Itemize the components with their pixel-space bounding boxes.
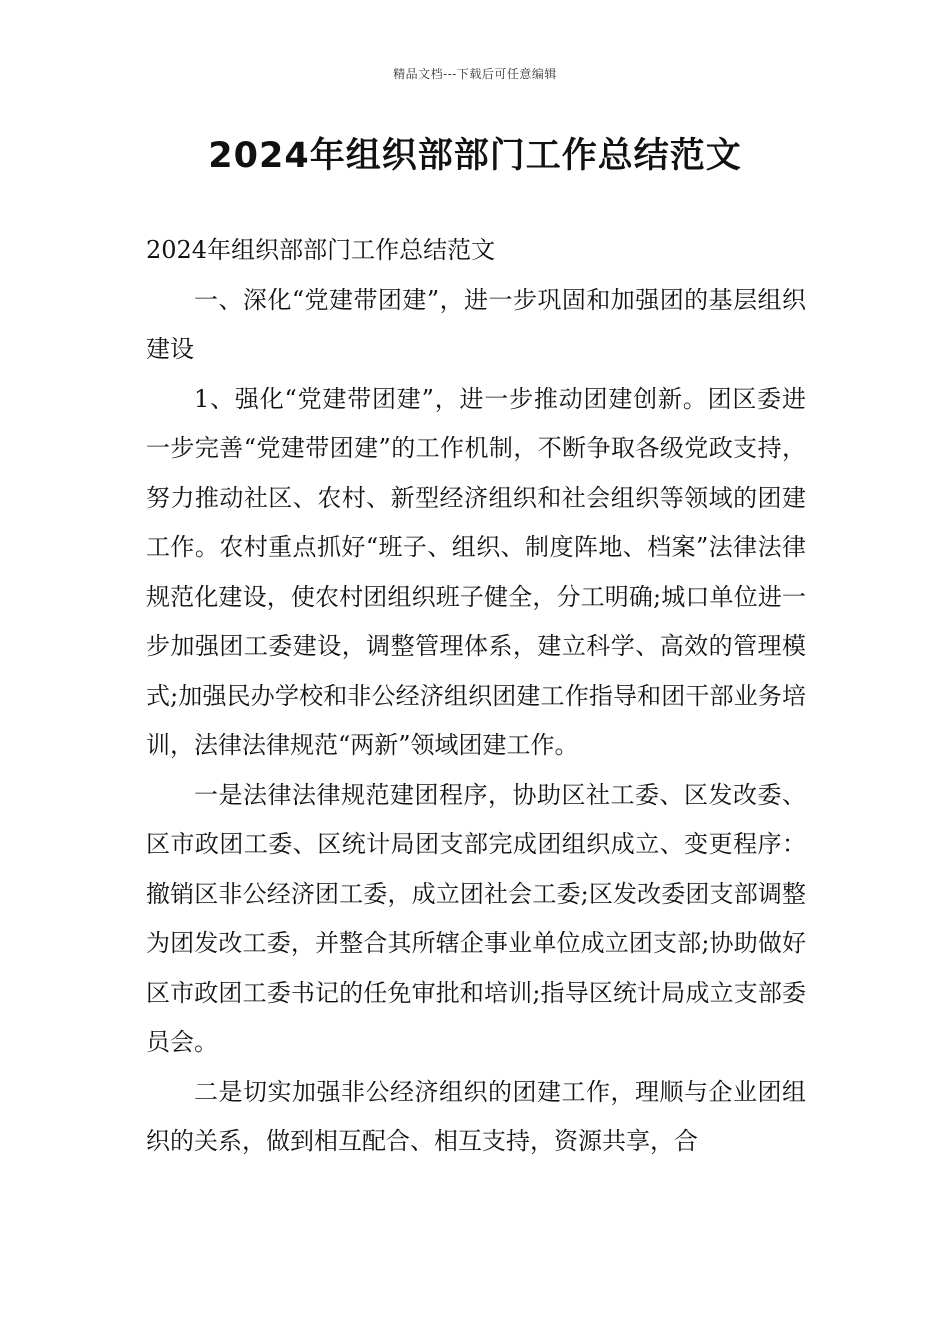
section-heading-paragraph: 一、深化“党建带团建”，进一步巩固和加强团的基层组织建设 — [146, 285, 806, 363]
subtitle-paragraph: 2024年组织部部门工作总结范文 — [146, 236, 496, 264]
body-paragraph: 一是法律法律规范建团程序，协助区社工委、区发改委、区市政团工委、区统计局团支部完成团组织成立、变更程序：撤销区非公经济团工委，成立团社会工委;区发改委团支部调整为团发改工委，并整合其所辖企事业单位成立团支部;协助做好区市政团工委书记的任免审批和培训;指导区统计局成立支部委员会。 — [146, 780, 806, 1056]
body-paragraph: 1、强化“党建带团建”，进一步推动团建创新。团区委进一步完善“党建带团建”的工作机制，不断争取各级党政支持，努力推动社区、农村、新型经济组织和社会组织等领域的团建工作。农村重点抓好“班子、组织、制度阵地、档案”法律法律规范化建设，使农村团组织班子健全，分工明确;城口单位进一步加强团工委建设，调整管理体系，建立科学、高效的管理模式;加强民办学校和非公经济组织团建工作指导和团干部业务培训，法律法律规范“两新”领域团建工作。 — [146, 384, 806, 759]
header-note: 精品文档---下载后可任意编辑 — [393, 67, 557, 81]
body-paragraph: 二是切实加强非公经济组织的团建工作，理顺与企业团组织的关系，做到相互配合、相互支持，资源共享，合 — [146, 1077, 806, 1155]
document-title: 2024年组织部部门工作总结范文 — [208, 136, 742, 176]
document-body — [146, 226, 806, 1167]
